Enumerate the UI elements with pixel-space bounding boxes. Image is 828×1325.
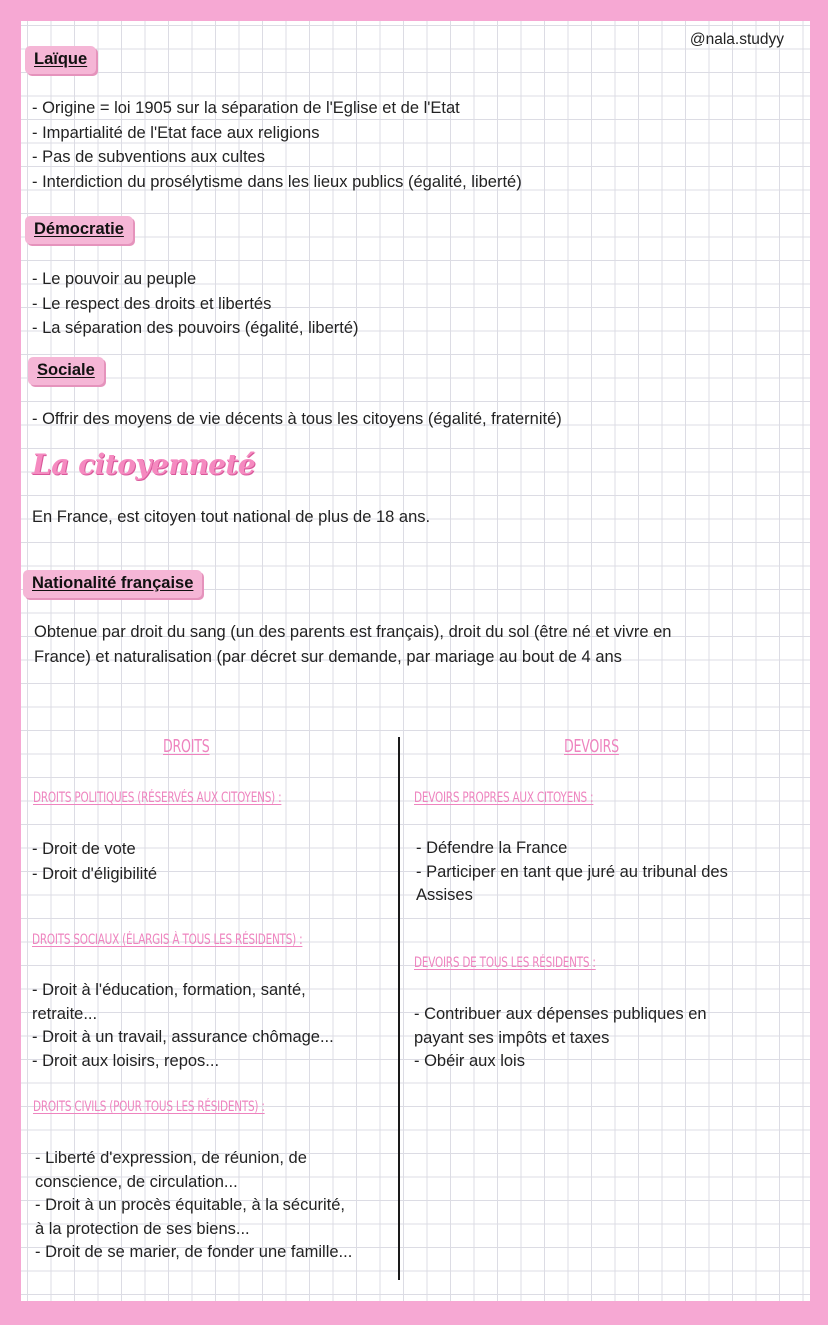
droits-civils-title: DROITS CIVILS (POUR TOUS LES RÉSIDENTS) : (33, 1099, 265, 1115)
list-item: - Droit à un travail, assurance chômage... (32, 1028, 334, 1046)
list-item: - Impartialité de l'Etat face aux religions (32, 123, 320, 142)
list-item: - Contribuer aux dépenses publiques en (414, 1005, 707, 1023)
list-item: - Le pouvoir au peuple (32, 270, 197, 288)
heading-sociale: Sociale (28, 357, 104, 385)
list-laique (32, 96, 522, 194)
list-sociale (32, 407, 562, 432)
list-item: - Défendre la France (416, 839, 568, 857)
list-item: - Pas de subventions aux cultes (32, 148, 265, 166)
heading-laique: Laïque (25, 46, 96, 74)
text-line: Obtenue par droit du sang (un des parents est français), droit du sol (être né et vivre en (34, 623, 672, 641)
text-line: France) et naturalisation (par décret sur demande, par mariage au bout de 4 ans (34, 647, 622, 666)
list-item: - Offrir des moyens de vie décents à tous les citoyens (égalité, fraternité) (32, 410, 562, 428)
list-item: Assises (416, 886, 473, 904)
list-droits-civils (35, 1147, 352, 1265)
list-item: - La séparation des pouvoirs (égalité, liberté) (32, 319, 359, 337)
citoyennete-text: En France, est citoyen tout national de plus de 18 ans. (32, 508, 431, 526)
section-title-citoyennete: La citoyenneté (32, 448, 256, 481)
column-divider (398, 737, 400, 1280)
list-droits-sociaux (32, 979, 334, 1073)
list-item: retraite... (32, 1004, 98, 1023)
list-item: - Obéir aux lois (414, 1052, 525, 1070)
droits-sociaux-title: DROITS SOCIAUX (ÉLARGIS À TOUS LES RÉSIDENTS) : (32, 932, 303, 948)
devoirs-heading: DEVOIRS (564, 736, 619, 757)
heading-nationalite: Nationalité française (23, 570, 202, 598)
list-item: - Droit d'éligibilité (32, 864, 158, 883)
list-item: - Participer en tant que juré au tribunal des (416, 862, 728, 881)
list-devoirs-citoyens (416, 837, 728, 908)
list-item: - Origine = loi 1905 sur la séparation de l'Eglise et de l'Etat (32, 99, 460, 117)
list-item: - Droit à l'éducation, formation, santé, (32, 981, 306, 999)
list-item: - Liberté d'expression, de réunion, de (35, 1149, 307, 1167)
list-item: payant ses impôts et taxes (414, 1028, 610, 1047)
list-item: - Interdiction du prosélytisme dans les lieux publics (égalité, liberté) (32, 172, 522, 191)
list-democratie (32, 267, 359, 341)
droits-politiques-title: DROITS POLITIQUES (RÉSERVÉS AUX CITOYENS) : (33, 790, 282, 806)
nationalite-text (34, 620, 671, 669)
list-item: - Droit de vote (32, 840, 136, 858)
droits-heading: DROITS (163, 736, 210, 757)
list-item: - Le respect des droits et libertés (32, 294, 272, 313)
list-item: - Droit à un procès équitable, à la sécurité, (35, 1196, 345, 1214)
author-handle: @nala.studyy (689, 31, 784, 48)
list-item: à la protection de ses biens... (35, 1219, 250, 1238)
heading-democratie: Démocratie (25, 216, 133, 244)
list-droits-politiques (32, 837, 157, 886)
list-item: - Droit de se marier, de fonder une famille... (35, 1243, 353, 1261)
list-devoirs-residents (414, 1003, 707, 1074)
list-item: - Droit aux loisirs, repos... (32, 1051, 220, 1070)
list-item: conscience, de circulation... (35, 1172, 238, 1191)
devoirs-citoyens-title: DEVOIRS PROPRES AUX CITOYENS : (414, 790, 594, 806)
devoirs-residents-title: DEVOIRS DE TOUS LES RÉSIDENTS : (414, 955, 596, 971)
